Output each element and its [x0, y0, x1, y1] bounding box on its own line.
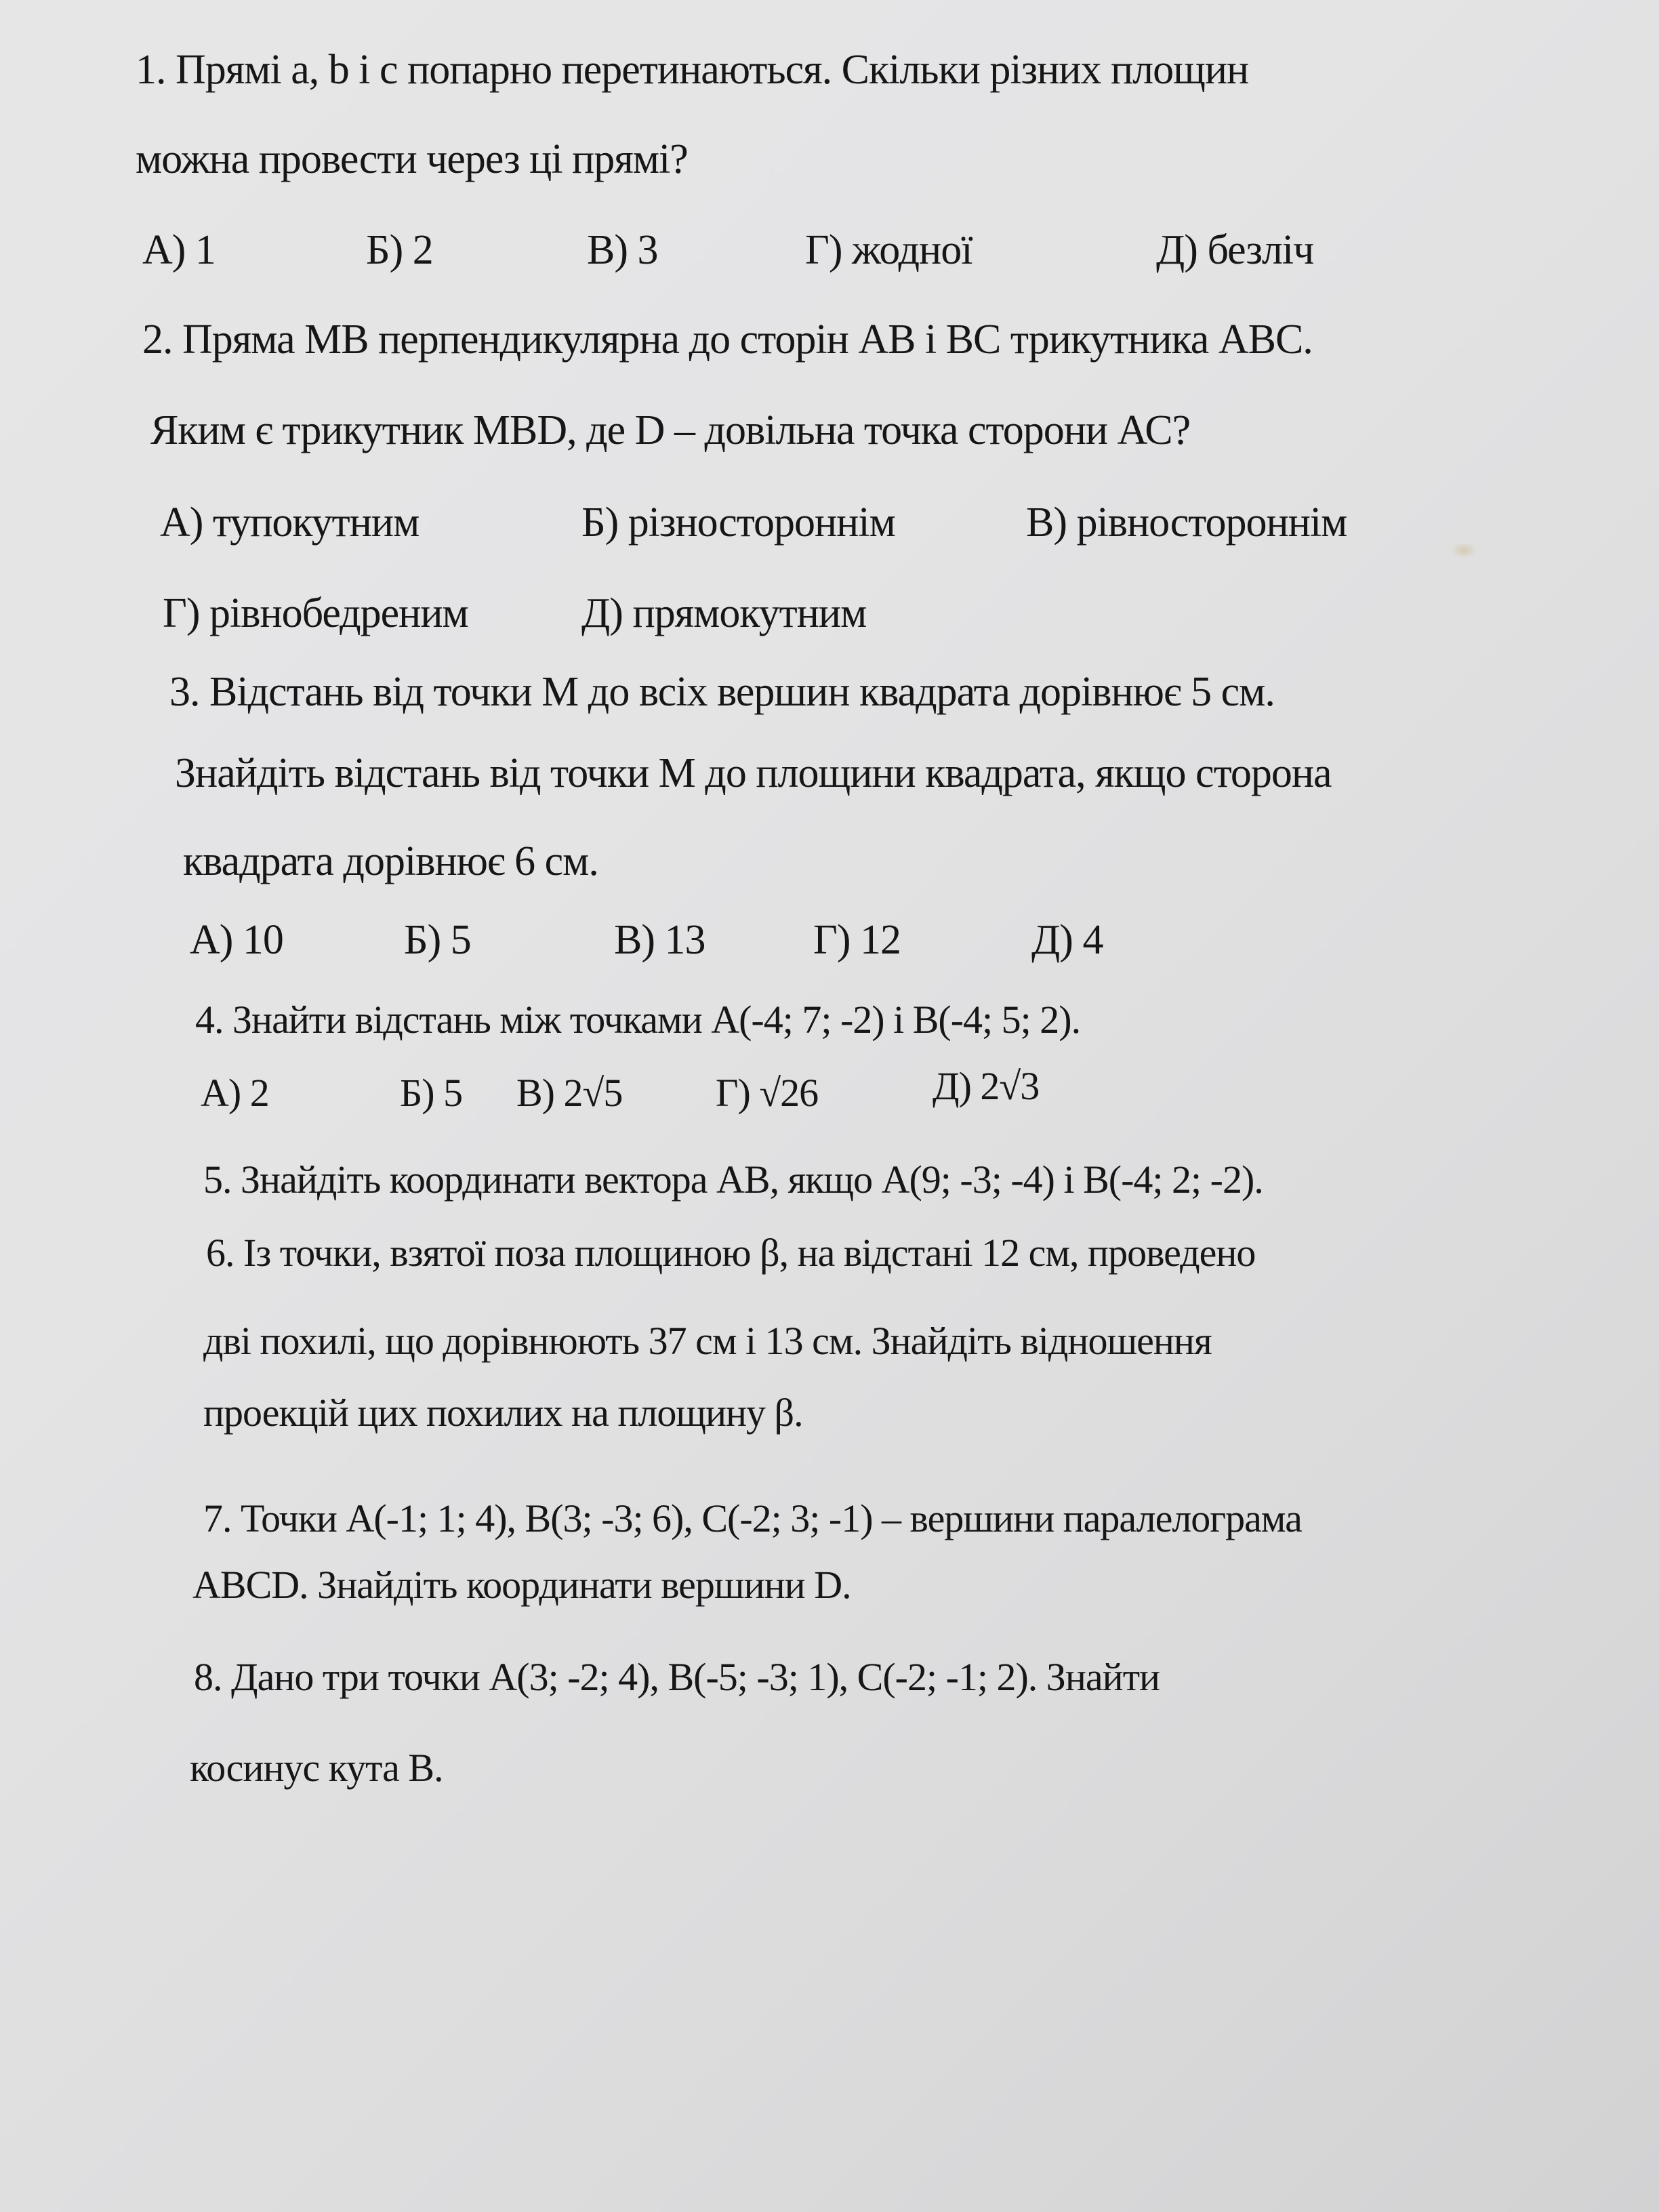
- q8-line2: косинус кута B.: [190, 1746, 443, 1790]
- q1-line1: 1. Прямі a, b і c попарно перетинаються. Скільки різних площин: [136, 47, 1249, 93]
- q3-option-b: Б) 5: [404, 917, 471, 963]
- q1-option-d: Г) жодної: [805, 227, 972, 273]
- q7-line1: 7. Точки A(-1; 1; 4), B(3; -3; 6), C(-2; 3; -1) – вершини паралелограма: [203, 1496, 1302, 1540]
- q3-option-e: Д) 4: [1031, 917, 1103, 963]
- q4-option-d: Г) √26: [716, 1071, 819, 1115]
- q6-line2: дві похилі, що дорівнюють 37 см і 13 см. Знайдіть відношення: [203, 1319, 1212, 1363]
- q2-option-a: А) тупокутним: [160, 499, 419, 546]
- q1-option-c: В) 3: [587, 227, 658, 273]
- q2-option-c: В) рівностороннім: [1026, 499, 1347, 546]
- q2-line1: 2. Пряма MB перпендикулярна до сторін AB і BC трикутника ABC.: [142, 316, 1313, 363]
- q3-line3: квадрата дорівнює 6 см.: [183, 838, 598, 884]
- q3-option-a: А) 10: [190, 917, 283, 963]
- q7-line2: ABCD. Знайдіть координати вершини D.: [192, 1563, 851, 1607]
- q6-line3: проекцій цих похилих на площину β.: [203, 1391, 803, 1435]
- q2-option-d: Г) рівнобедреним: [163, 590, 468, 636]
- q1-option-e: Д) безліч: [1156, 227, 1314, 273]
- q4-option-c: В) 2√5: [516, 1071, 623, 1115]
- q2-option-e: Д) прямокутним: [581, 590, 867, 636]
- paper-smudge: [1450, 542, 1477, 558]
- q4-line1: 4. Знайти відстань між точками A(-4; 7; -2) і B(-4; 5; 2).: [195, 998, 1081, 1042]
- q3-line2: Знайдіть відстань від точки M до площини квадрата, якщо сторона: [175, 750, 1332, 796]
- q1-option-b: Б) 2: [366, 227, 433, 273]
- q1-option-a: А) 1: [142, 227, 216, 273]
- q8-line1: 8. Дано три точки A(3; -2; 4), B(-5; -3; 1), C(-2; -1; 2). Знайти: [194, 1655, 1160, 1699]
- q6-line1: 6. Із точки, взятої поза площиною β, на відстані 12 см, проведено: [206, 1231, 1256, 1275]
- q4-option-e: Д) 2√3: [933, 1064, 1040, 1108]
- q4-option-b: Б) 5: [400, 1071, 463, 1115]
- q3-option-c: В) 13: [614, 917, 705, 963]
- q1-line2: можна провести через ці прямі?: [136, 136, 688, 182]
- q4-option-a: А) 2: [201, 1071, 269, 1115]
- q3-option-d: Г) 12: [813, 917, 901, 963]
- q2-line2: Яким є трикутник MBD, де D – довільна точка сторони АС?: [150, 407, 1191, 453]
- q3-line1: 3. Відстань від точки M до всіх вершин квадрата дорівнює 5 см.: [169, 669, 1275, 715]
- q5-line1: 5. Знайдіть координати вектора AB, якщо A(9; -3; -4) і B(-4; 2; -2).: [203, 1158, 1263, 1202]
- q2-option-b: Б) різностороннім: [581, 499, 895, 546]
